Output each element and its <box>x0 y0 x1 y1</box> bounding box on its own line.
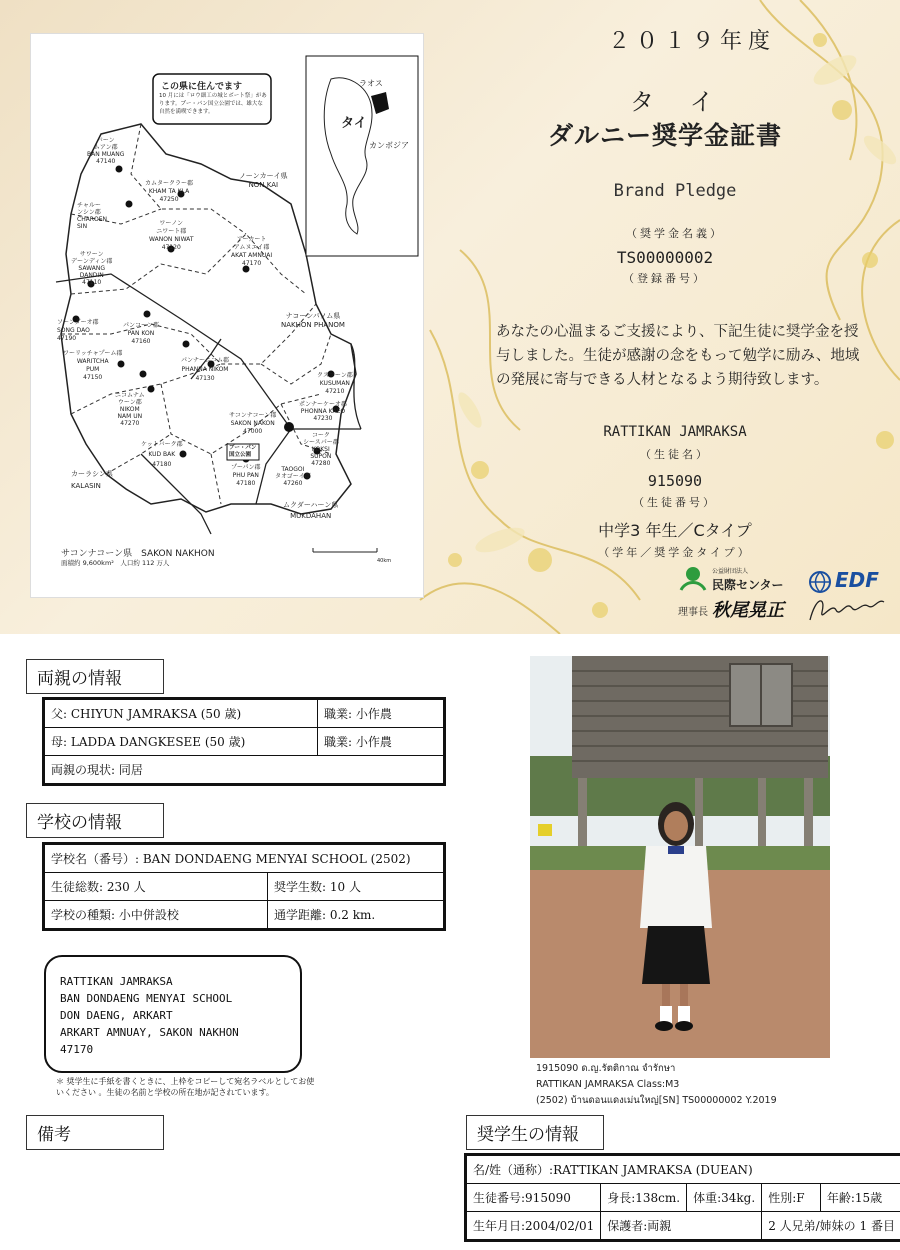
certificate-country: タ イ <box>630 88 728 116</box>
student-guardian: 保護者:両親 <box>601 1212 762 1240</box>
certificate-year: ２０１９年度 <box>608 29 777 54</box>
district-label: パンナーニコム郡 PHANNA NIKOM 47130 <box>181 357 230 382</box>
district-label: ニコムナム ウーン郡 NIKOM NAM UN 47270 <box>115 392 145 427</box>
registration-number: TS00000002 <box>616 248 714 267</box>
father-info: 父: CHIYUN JAMRAKSA (50 歳) <box>45 700 318 728</box>
edf-globe-icon <box>808 570 832 594</box>
inset-thai-label: タイ <box>341 116 367 131</box>
mother-occupation: 職業: 小作農 <box>318 728 444 756</box>
district-label: ソーンダーオ郡 SONG DAO 47190 <box>57 319 99 342</box>
province-label: カーラシン県 KALASIN <box>71 470 113 490</box>
org-logo-text: 民際センター <box>712 578 784 592</box>
district-label: カムタークラー郡 KHAM TA KLA 47250 <box>145 180 194 203</box>
district-label: コーク シースパー郡 KOKSI SUPON 47280 <box>303 432 339 467</box>
map-notice-title: この県に住んでます <box>161 82 243 92</box>
student-number-cell: 生徒番号:915090 <box>467 1184 601 1212</box>
district-label: ワーノン ニワート郡 WANON NIWAT 47120 <box>149 220 194 251</box>
photo-caption-line: (2502) บ้านดอนแดงเม่นใหญ่[SN] TS00000002 Y.2019 <box>536 1095 777 1106</box>
map-province-stats: 面積約 9,600km² 人口約 112 万人 <box>61 559 170 567</box>
student-name-label: （生徒名） <box>640 448 710 461</box>
school-total-students: 生徒総数: 230 人 <box>45 873 268 901</box>
district-label: アーカート アムヌエイ郡 AKAT AMNUAI 47170 <box>231 236 273 267</box>
district-label: プーパン郡 PHU PAN 47180 <box>231 464 261 487</box>
photo-caption <box>536 1061 777 1109</box>
student-weight: 体重:34kg. <box>687 1184 762 1212</box>
student-sex: 性別:F <box>762 1184 821 1212</box>
province-label: ムクダーハーン県 MUKDAHAN <box>283 501 339 520</box>
donor-name: Brand Pledge <box>613 181 737 201</box>
school-distance: 通学距離: 0.2 km. <box>268 901 444 929</box>
parents-status: 両親の現状: 同居 <box>45 756 444 784</box>
remarks-section-title: 備考 <box>26 1115 164 1150</box>
student-name: RATTIKAN JAMRAKSA <box>603 424 747 440</box>
address-label-note: ＊ 奨学生に手紙を書くときに、上枠をコピーして宛名ラベルとしてお使いください 。生徒の名前と学校の所在地が記されています。 <box>56 1077 315 1097</box>
inset-cambodia-label: カンボジア <box>369 141 409 150</box>
chairman-signature: 秋尾晃正 <box>712 600 784 621</box>
province-label: ノーンカーイ県 NON KAI <box>239 172 288 189</box>
school-type: 学校の種類: 小中併設校 <box>45 901 268 929</box>
school-name: 学校名（番号）: BAN DONDAENG MENYAI SCHOOL (2502) <box>45 845 444 873</box>
student-full-name: 名/姓（通称）:RATTIKAN JAMRAKSA (DUEAN) <box>467 1156 900 1184</box>
map-province-title: サコンナコーン県 SAKON NAKHON <box>61 549 215 559</box>
registration-number-label: （登録番号） <box>623 272 707 285</box>
inset-laos-label: ラオス <box>359 79 383 88</box>
address-label <box>44 955 302 1073</box>
province-map <box>30 33 424 598</box>
student-photo-image <box>530 656 830 1058</box>
student-age: 年齢:15歳 <box>820 1184 900 1212</box>
district-label: パンコーン郡 PAN KON 47160 <box>123 322 159 345</box>
certificate-message: あなたの心温まるご支援により、下記生徒に奨学金を授与しました。生徒が感謝の念をもって勉学に励み、地域の発展に寄与できる人材となるよう期待致します。 <box>496 324 860 388</box>
parents-section-title: 両親の情報 <box>26 659 164 694</box>
mother-info: 母: LADDA DANGKESEE (50 歳) <box>45 728 318 756</box>
student-birthdate: 生年月日:2004/02/01 <box>467 1212 601 1240</box>
school-scholarship-students: 奨学生数: 10 人 <box>268 873 444 901</box>
district-label: サワーン デーンディン郡 SAWANG DANDIN 47110 <box>71 251 113 286</box>
photo-caption-line: 1915090 ด.ญ.รัตติกาณ จำรักษา <box>536 1063 676 1074</box>
address-line: 47170 <box>60 1043 94 1056</box>
map-notice-text: 10 月には「ロウ細工の城とボート祭」があります。プー・パン国立公園では、雄大な自然を満喫できます。 <box>159 93 267 115</box>
school-section-title: 学校の情報 <box>26 803 164 838</box>
district-label: TAOGOI タオゴーイ郡 47260 <box>275 466 311 487</box>
student-photo <box>530 656 830 1058</box>
address-line: RATTIKAN JAMRAKSA <box>60 975 173 988</box>
map-scale-label: 40km <box>377 558 392 564</box>
father-occupation: 職業: 小作農 <box>318 700 444 728</box>
parents-table <box>44 699 444 784</box>
student-table <box>466 1155 900 1240</box>
org-logo-icon <box>678 564 708 592</box>
org-logo-sub: 公益財団法人 <box>712 568 749 575</box>
certificate-title: ダルニー奨学金証書 <box>548 121 783 150</box>
district-label: バーン ムアン郡 BAN MUANG 47140 <box>87 137 125 165</box>
district-label: クスマーン郡 KUSUMAN 47210 <box>317 372 353 395</box>
student-height: 身長:138cm. <box>601 1184 687 1212</box>
photo-caption-line: RATTIKAN JAMRAKSA Class:M3 <box>536 1079 680 1090</box>
student-number: 915090 <box>647 472 703 490</box>
student-number-label: （生徒番号） <box>633 496 717 509</box>
school-table <box>44 844 444 929</box>
chairman-label: 理事長 <box>678 607 708 618</box>
address-line: BAN DONDAENG MENYAI SCHOOL <box>60 992 233 1005</box>
national-park-label: プー・パン 国立公園 <box>229 445 257 458</box>
signature-icon <box>806 592 886 626</box>
address-line: ARKART AMNUAY, SAKON NAKHON <box>60 1026 239 1039</box>
district-label: チャルー ンシン郡 CHAROEN SIN <box>77 202 107 230</box>
grade-type: 中学3 年生／Cタイプ <box>598 521 752 540</box>
district-label: サコンナコーン郡 SAKON NAKON 47000 <box>229 412 277 435</box>
edf-logo: EDF <box>835 568 879 592</box>
address-line: DON DAENG, ARKART <box>60 1009 173 1022</box>
grade-type-label: （学年／奨学金タイプ） <box>598 546 752 559</box>
district-label: ポンナーケーオ郡 PHONNA KAEO 47230 <box>299 401 347 422</box>
district-label: ケットバーク郡 KUD BAK 47180 <box>141 441 183 468</box>
district-label: ワーリッチャプーム郡 WARITCHA PUM 47150 <box>63 350 123 381</box>
province-label: ナコーンパノム県 NAKHON PHANOM <box>281 312 345 329</box>
student-siblings: 2 人兄弟/姉妹の 1 番目 <box>762 1212 900 1240</box>
donor-name-label: （奨学金名義） <box>626 227 724 240</box>
student-section-title: 奨学生の情報 <box>466 1115 604 1150</box>
